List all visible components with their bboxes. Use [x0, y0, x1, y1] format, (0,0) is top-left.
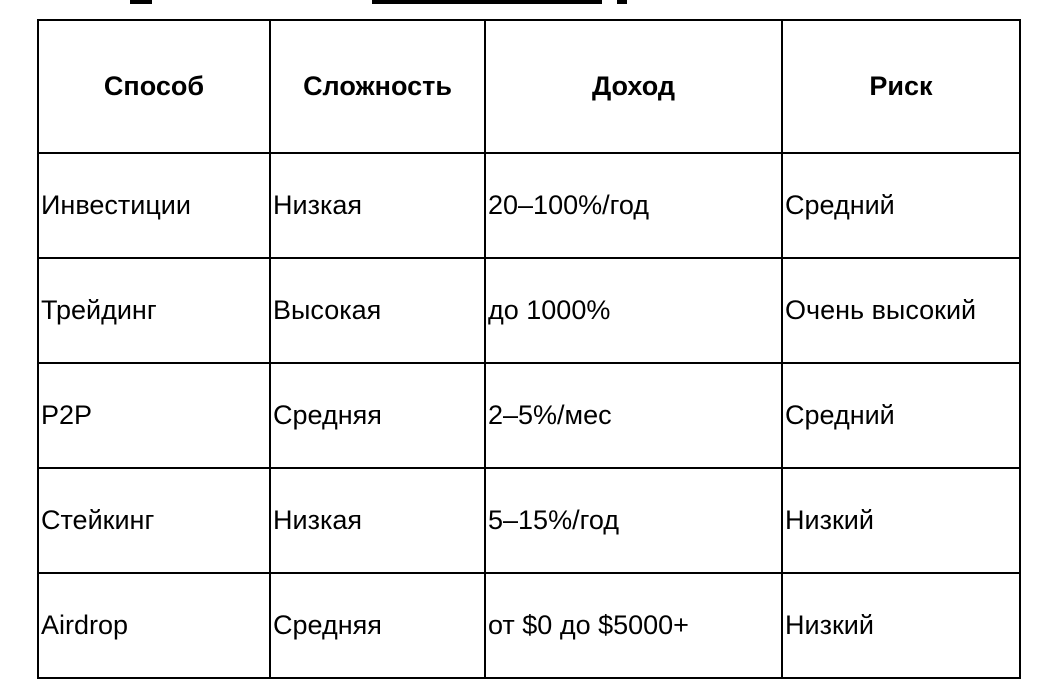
- cell-income: 5–15%/год: [485, 468, 782, 573]
- cell-method: Стейкинг: [38, 468, 270, 573]
- cropped-title-fragment: [0, 0, 1038, 4]
- header-method: Способ: [38, 20, 270, 153]
- table-row: [38, 363, 1020, 468]
- cell-income: 2–5%/мес: [485, 363, 782, 468]
- cell-income: до 1000%: [485, 258, 782, 363]
- cell-complexity: Низкая: [270, 153, 485, 258]
- cell-method: P2P: [38, 363, 270, 468]
- table-row: [38, 258, 1020, 363]
- cell-risk: Средний: [782, 153, 1020, 258]
- cell-complexity: Средняя: [270, 573, 485, 678]
- cell-complexity: Низкая: [270, 468, 485, 573]
- cell-complexity: Высокая: [270, 258, 485, 363]
- cell-income: 20–100%/год: [485, 153, 782, 258]
- cell-risk: Очень высокий: [782, 258, 1020, 363]
- table-header-row: [38, 20, 1020, 153]
- cell-method: Трейдинг: [38, 258, 270, 363]
- header-income: Доход: [485, 20, 782, 153]
- table-row: [38, 468, 1020, 573]
- cell-risk: Низкий: [782, 573, 1020, 678]
- comparison-table: [37, 19, 1021, 679]
- cell-method: Airdrop: [38, 573, 270, 678]
- header-risk: Риск: [782, 20, 1020, 153]
- cell-complexity: Средняя: [270, 363, 485, 468]
- cell-income: от $0 до $5000+: [485, 573, 782, 678]
- cell-risk: Низкий: [782, 468, 1020, 573]
- header-complexity: Сложность: [270, 20, 485, 153]
- cell-risk: Средний: [782, 363, 1020, 468]
- cell-method: Инвестиции: [38, 153, 270, 258]
- table-row: [38, 573, 1020, 678]
- table-row: [38, 153, 1020, 258]
